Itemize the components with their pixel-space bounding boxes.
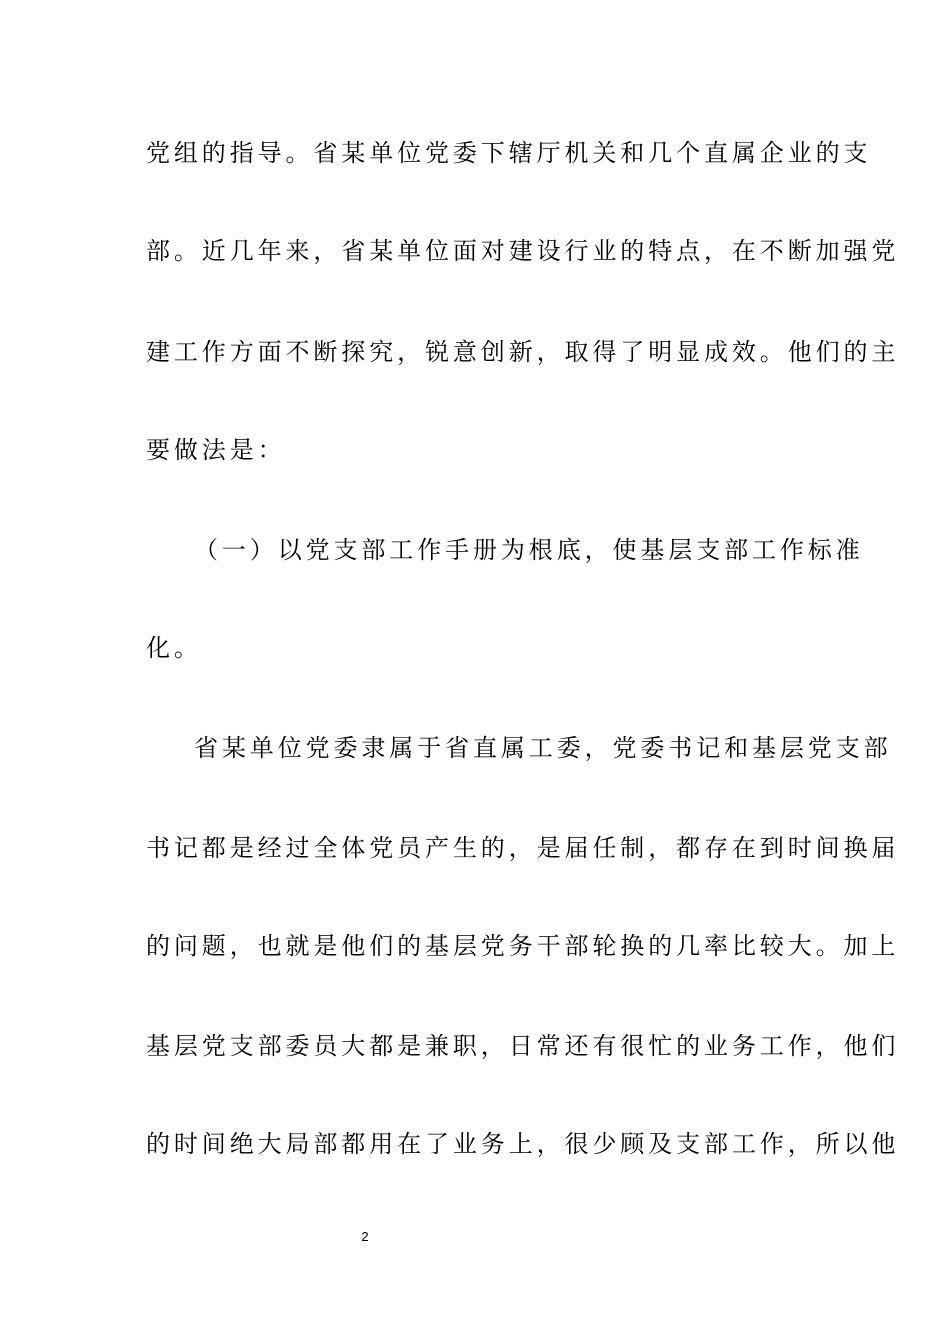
section-heading: （一）以党支部工作手册为根底，使基层支部工作标准 [194,536,864,564]
text-line: 的时间绝大局部都用在了业务上，很少顾及支部工作，所以他 [146,1130,900,1158]
text-line: 书记都是经过全体党员产生的，是届任制，都存在到时间换届 [146,834,900,862]
text-line: 要做法是： [146,436,286,464]
text-line: 党组的指导。省某单位党委下辖厅机关和几个直属企业的支 [146,139,872,167]
page-number: 2 [361,1229,369,1244]
text-line: 化。 [146,634,202,662]
text-line: 的问题，也就是他们的基层党务干部轮换的几率比较大。加上 [146,932,900,960]
text-line: 部。近几年来，省某单位面对建设行业的特点，在不断加强党 [146,237,900,265]
text-line: 基层党支部委员大都是兼职，日常还有很忙的业务工作，他们 [146,1032,900,1060]
paragraph-first-line: 省某单位党委隶属于省直属工委，党委书记和基层党支部 [194,734,892,762]
text-line: 建工作方面不断探究，锐意创新，取得了明显成效。他们的主 [146,338,900,366]
